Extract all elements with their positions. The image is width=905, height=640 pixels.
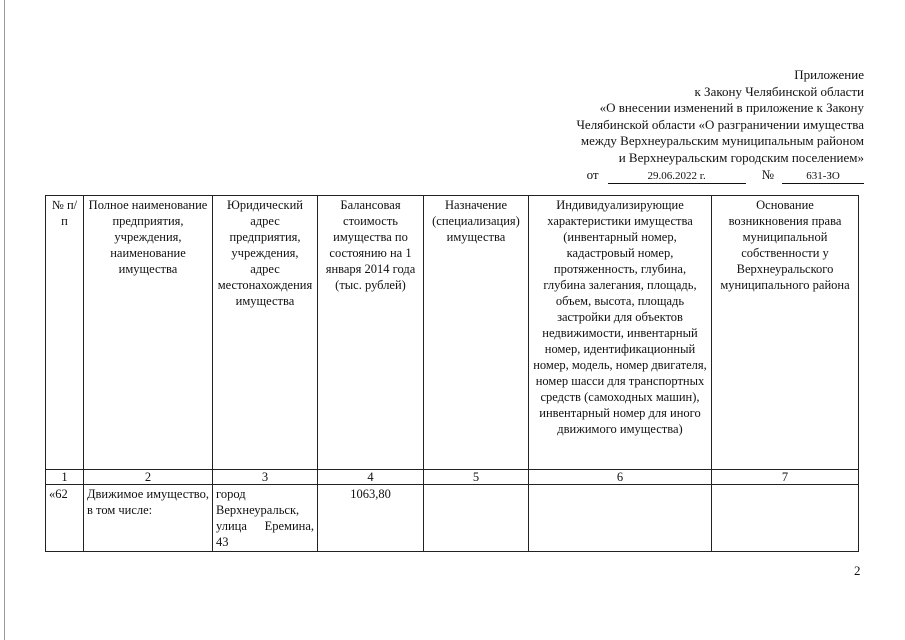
row-number-cell: «62 — [46, 485, 84, 552]
property-table — [45, 195, 859, 552]
column-number-cell: 7 — [712, 470, 859, 485]
header-cell-purpose: Назначение (специализация) имущества — [424, 196, 529, 470]
column-number-cell: 5 — [424, 470, 529, 485]
header-cell-number: № п/п — [46, 196, 84, 470]
column-number-cell: 3 — [213, 470, 318, 485]
table-header-row — [46, 196, 859, 470]
header-cell-address: Юридический адрес предприятия, учреждения, адрес местонахождения имущества — [213, 196, 318, 470]
row-address-cell: город Верхнеуральск, улица Еремина, 43 — [213, 485, 318, 552]
column-number-cell: 2 — [84, 470, 213, 485]
law-date-number-line — [504, 167, 864, 184]
number-prefix: № — [761, 166, 774, 182]
law-number: 631-ЗО — [782, 169, 864, 184]
header-cell-name: Полное наименование предприятия, учреждения, наименование имущества — [84, 196, 213, 470]
row-basis-cell — [712, 485, 859, 552]
column-number-cell: 6 — [529, 470, 712, 485]
header-line: между Верхнеуральским муниципальным районом — [580, 133, 864, 149]
header-line: к Закону Челябинской области — [694, 83, 864, 99]
header-cell-basis: Основание возникновения права муниципальной собственности у Верхнеуральского муниципального района — [712, 196, 859, 470]
law-date: 29.06.2022 г. — [608, 169, 746, 184]
header-line: Челябинской области «О разграничении имущества — [576, 116, 864, 132]
table-row — [46, 485, 859, 552]
header-line: «О внесении изменений в приложение к Закону — [599, 100, 864, 116]
row-value-cell: 1063,80 — [318, 485, 424, 552]
page-edge-line — [4, 0, 5, 640]
header-line: и Верхнеуральским городским поселением» — [618, 149, 864, 165]
date-prefix: от — [586, 166, 599, 182]
column-number-row — [46, 470, 859, 485]
header-cell-balance-value: Балансовая стоимость имущества по состоянию на 1 января 2014 года (тыс. рублей) — [318, 196, 424, 470]
row-purpose-cell — [424, 485, 529, 552]
row-characteristics-cell — [529, 485, 712, 552]
column-number-cell: 1 — [46, 470, 84, 485]
column-number-cell: 4 — [318, 470, 424, 485]
header-cell-characteristics: Индивидуализирующие характеристики имущества (инвентарный номер, кадастровый номер, протяженность, глубина, глубина залегания, площадь, объем, высота, площадь застройки для объектов недвижимости, инвентарный номер, идентификационный номер, модель, номер двигателя, номер шасси для транспортных средств (самоходных машин), инвентарный номер для иного движимого имущества) — [529, 196, 712, 470]
appendix-header — [504, 67, 864, 184]
page-number: 2 — [854, 563, 861, 578]
row-name-cell: Движимое имущество, в том числе: — [84, 485, 213, 552]
header-line: Приложение — [794, 67, 864, 82]
